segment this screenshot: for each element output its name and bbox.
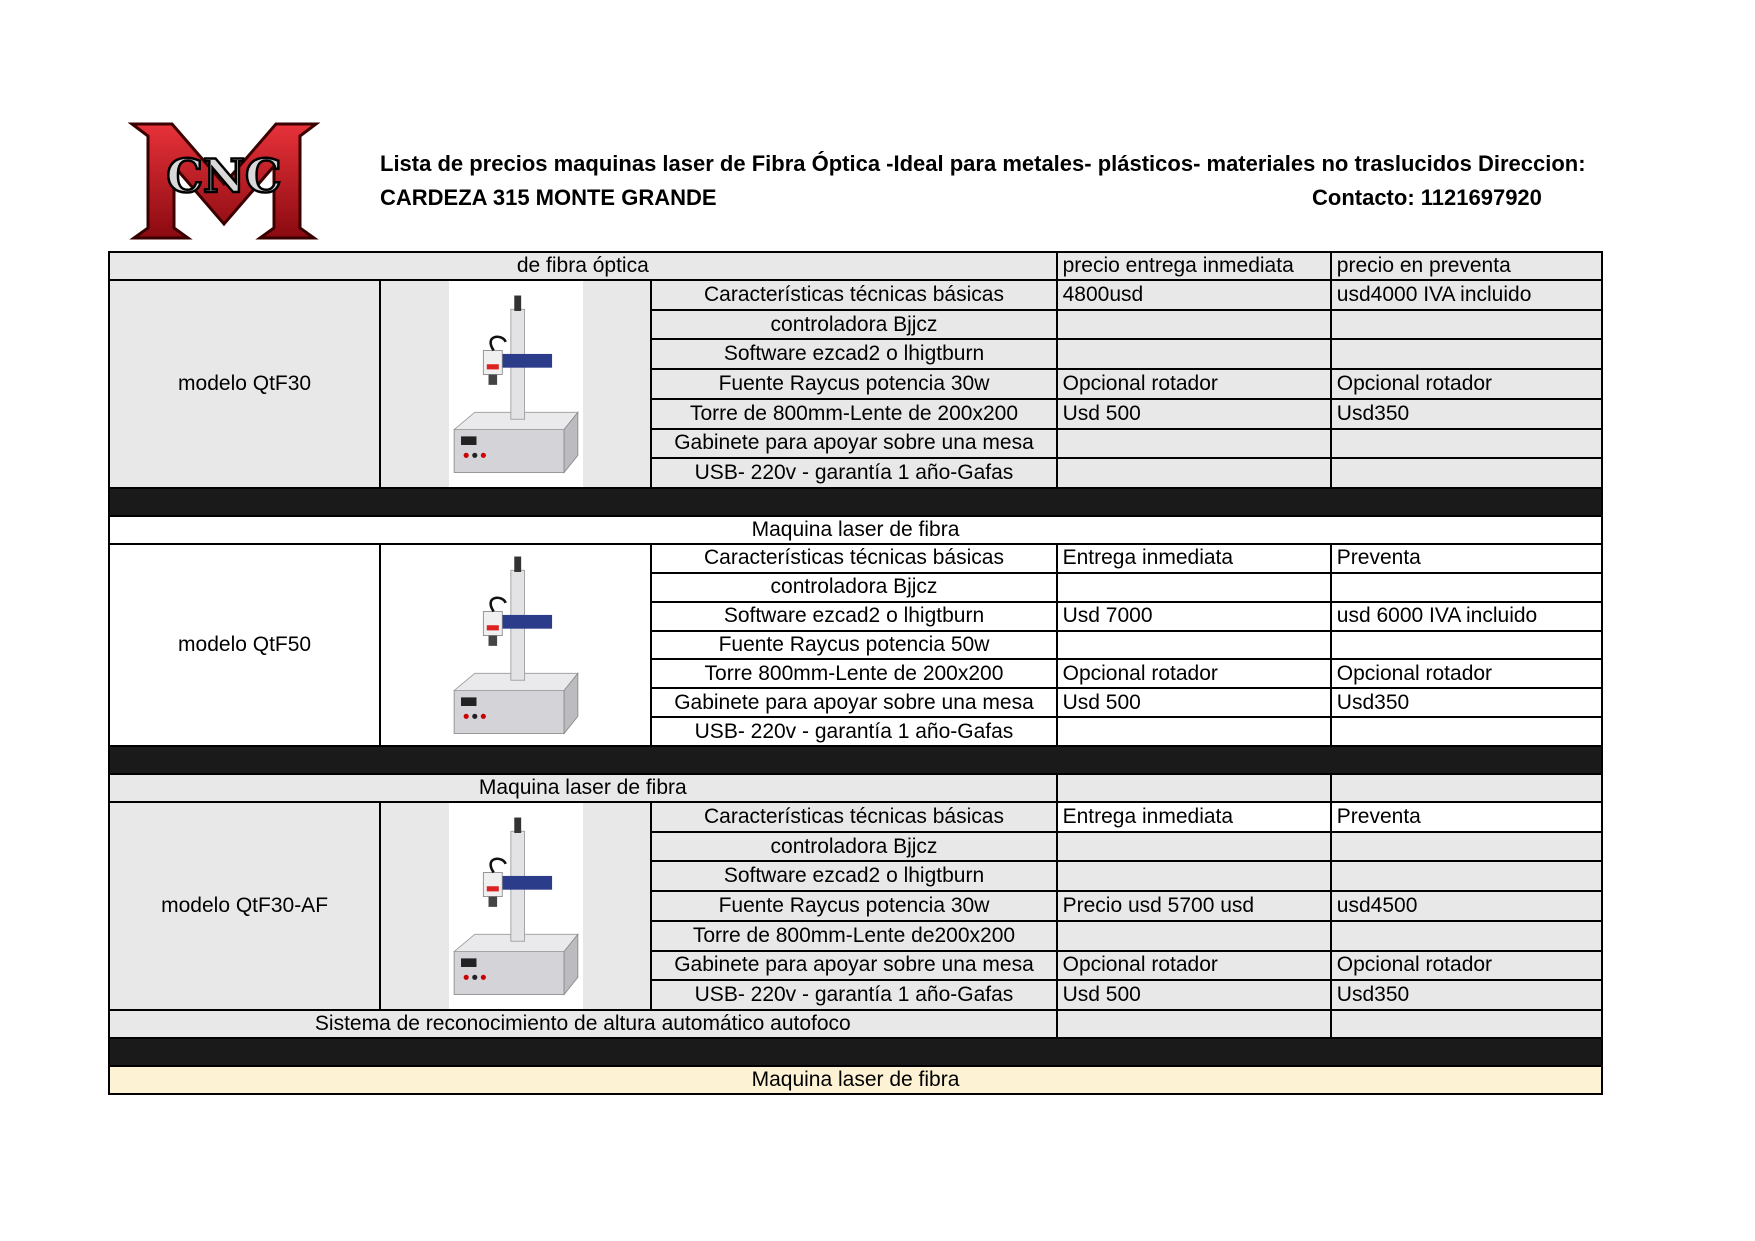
laser-machine-icon xyxy=(449,803,583,1009)
price-presale: Usd350 xyxy=(1331,399,1602,429)
empty-cell xyxy=(1331,774,1602,802)
model-name: modelo QtF30-AF xyxy=(109,802,380,1010)
price-immediate: Opcional rotador xyxy=(1057,659,1331,688)
price-immediate xyxy=(1057,429,1331,459)
price-immediate: Usd 500 xyxy=(1057,980,1331,1010)
spec-cell: controladora Bjjcz xyxy=(651,573,1056,602)
price-immediate xyxy=(1057,458,1331,488)
spec-cell: USB- 220v - garantía 1 año-Gafas xyxy=(651,980,1056,1010)
empty-cell xyxy=(1057,1010,1331,1038)
price-immediate: 4800usd xyxy=(1057,280,1331,310)
section1-header: de fibra óptica xyxy=(109,252,1057,280)
price-immediate: Usd 7000 xyxy=(1057,602,1331,631)
spec-cell: Torre de 800mm-Lente de 200x200 xyxy=(651,399,1056,429)
price-immediate xyxy=(1057,310,1331,340)
spec-cell: Características técnicas básicas xyxy=(651,280,1056,310)
section2-header: Maquina laser de fibra xyxy=(109,516,1602,544)
empty-cell xyxy=(1331,1010,1602,1038)
price-presale: Opcional rotador xyxy=(1331,369,1602,399)
empty-cell xyxy=(1057,774,1331,802)
spec-cell: Gabinete para apoyar sobre una mesa xyxy=(651,429,1056,459)
price-immediate: Precio usd 5700 usd xyxy=(1057,891,1331,921)
price-presale: Opcional rotador xyxy=(1331,659,1602,688)
contact-text: Contacto: 1121697920 xyxy=(1312,185,1542,210)
price-immediate xyxy=(1057,921,1331,951)
price-presale xyxy=(1331,717,1602,746)
price-presale xyxy=(1331,861,1602,891)
spec-cell: Gabinete para apoyar sobre una mesa xyxy=(651,951,1056,981)
spec-cell: Gabinete para apoyar sobre una mesa xyxy=(651,688,1056,717)
separator-band xyxy=(109,746,1602,774)
separator-band xyxy=(109,1038,1602,1066)
price-immediate: Usd 500 xyxy=(1057,688,1331,717)
price-immediate: Entrega inmediata xyxy=(1057,802,1331,832)
price-immediate: Opcional rotador xyxy=(1057,951,1331,981)
separator-band xyxy=(109,488,1602,516)
product-image xyxy=(380,802,651,1010)
spec-cell: Fuente Raycus potencia 50w xyxy=(651,631,1056,660)
spec-cell: Software ezcad2 o lhigtburn xyxy=(651,602,1056,631)
price-presale: usd4000 IVA incluido xyxy=(1331,280,1602,310)
price-presale xyxy=(1331,458,1602,488)
col-header-immediate: precio entrega inmediata xyxy=(1057,252,1331,280)
cnc-m-logo xyxy=(128,120,320,242)
col-header-presale: precio en preventa xyxy=(1331,252,1602,280)
svg-text:CNC: CNC xyxy=(166,149,282,203)
price-presale: Usd350 xyxy=(1331,980,1602,1010)
price-immediate xyxy=(1057,832,1331,862)
spec-cell: Torre 800mm-Lente de 200x200 xyxy=(651,659,1056,688)
price-presale: usd4500 xyxy=(1331,891,1602,921)
spec-cell: Fuente Raycus potencia 30w xyxy=(651,369,1056,399)
price-presale xyxy=(1331,339,1602,369)
address-text: CARDEZA 315 MONTE GRANDE xyxy=(380,185,717,210)
price-presale: Usd350 xyxy=(1331,688,1602,717)
price-immediate xyxy=(1057,861,1331,891)
model-name: modelo QtF30 xyxy=(109,280,380,488)
price-list-table xyxy=(108,251,1603,1095)
price-presale: Opcional rotador xyxy=(1331,951,1602,981)
spec-cell: USB- 220v - garantía 1 año-Gafas xyxy=(651,458,1056,488)
product-image xyxy=(380,280,651,488)
price-presale xyxy=(1331,573,1602,602)
laser-machine-icon xyxy=(449,281,583,487)
price-immediate: Entrega inmediata xyxy=(1057,544,1331,573)
spec-cell: controladora Bjjcz xyxy=(651,832,1056,862)
spec-cell: Características técnicas básicas xyxy=(651,544,1056,573)
spec-cell: controladora Bjjcz xyxy=(651,310,1056,340)
price-presale: usd 6000 IVA incluido xyxy=(1331,602,1602,631)
price-immediate xyxy=(1057,339,1331,369)
spec-cell: USB- 220v - garantía 1 año-Gafas xyxy=(651,717,1056,746)
laser-machine-icon xyxy=(449,545,583,745)
price-presale xyxy=(1331,832,1602,862)
spec-cell: Torre de 800mm-Lente de200x200 xyxy=(651,921,1056,951)
spec-cell: Software ezcad2 o lhigtburn xyxy=(651,339,1056,369)
price-immediate: Opcional rotador xyxy=(1057,369,1331,399)
autofocus-feature: Sistema de reconocimiento de altura automático autofoco xyxy=(109,1010,1057,1038)
price-presale: Preventa xyxy=(1331,802,1602,832)
price-immediate xyxy=(1057,717,1331,746)
price-presale xyxy=(1331,310,1602,340)
product-image xyxy=(380,544,651,746)
section4-header: Maquina laser de fibra xyxy=(109,1066,1602,1094)
price-presale: Preventa xyxy=(1331,544,1602,573)
spec-cell: Fuente Raycus potencia 30w xyxy=(651,891,1056,921)
section3-header: Maquina laser de fibra xyxy=(109,774,1057,802)
model-name: modelo QtF50 xyxy=(109,544,380,746)
price-presale xyxy=(1331,429,1602,459)
price-immediate: Usd 500 xyxy=(1057,399,1331,429)
spec-cell: Software ezcad2 o lhigtburn xyxy=(651,861,1056,891)
price-presale xyxy=(1331,921,1602,951)
price-presale xyxy=(1331,631,1602,660)
spec-cell: Características técnicas básicas xyxy=(651,802,1056,832)
price-immediate xyxy=(1057,631,1331,660)
price-immediate xyxy=(1057,573,1331,602)
title-line-1: Lista de precios maquinas laser de Fibra Óptica -Ideal para metales- plásticos- materiales no traslucidos Direccion: xyxy=(380,151,1586,176)
